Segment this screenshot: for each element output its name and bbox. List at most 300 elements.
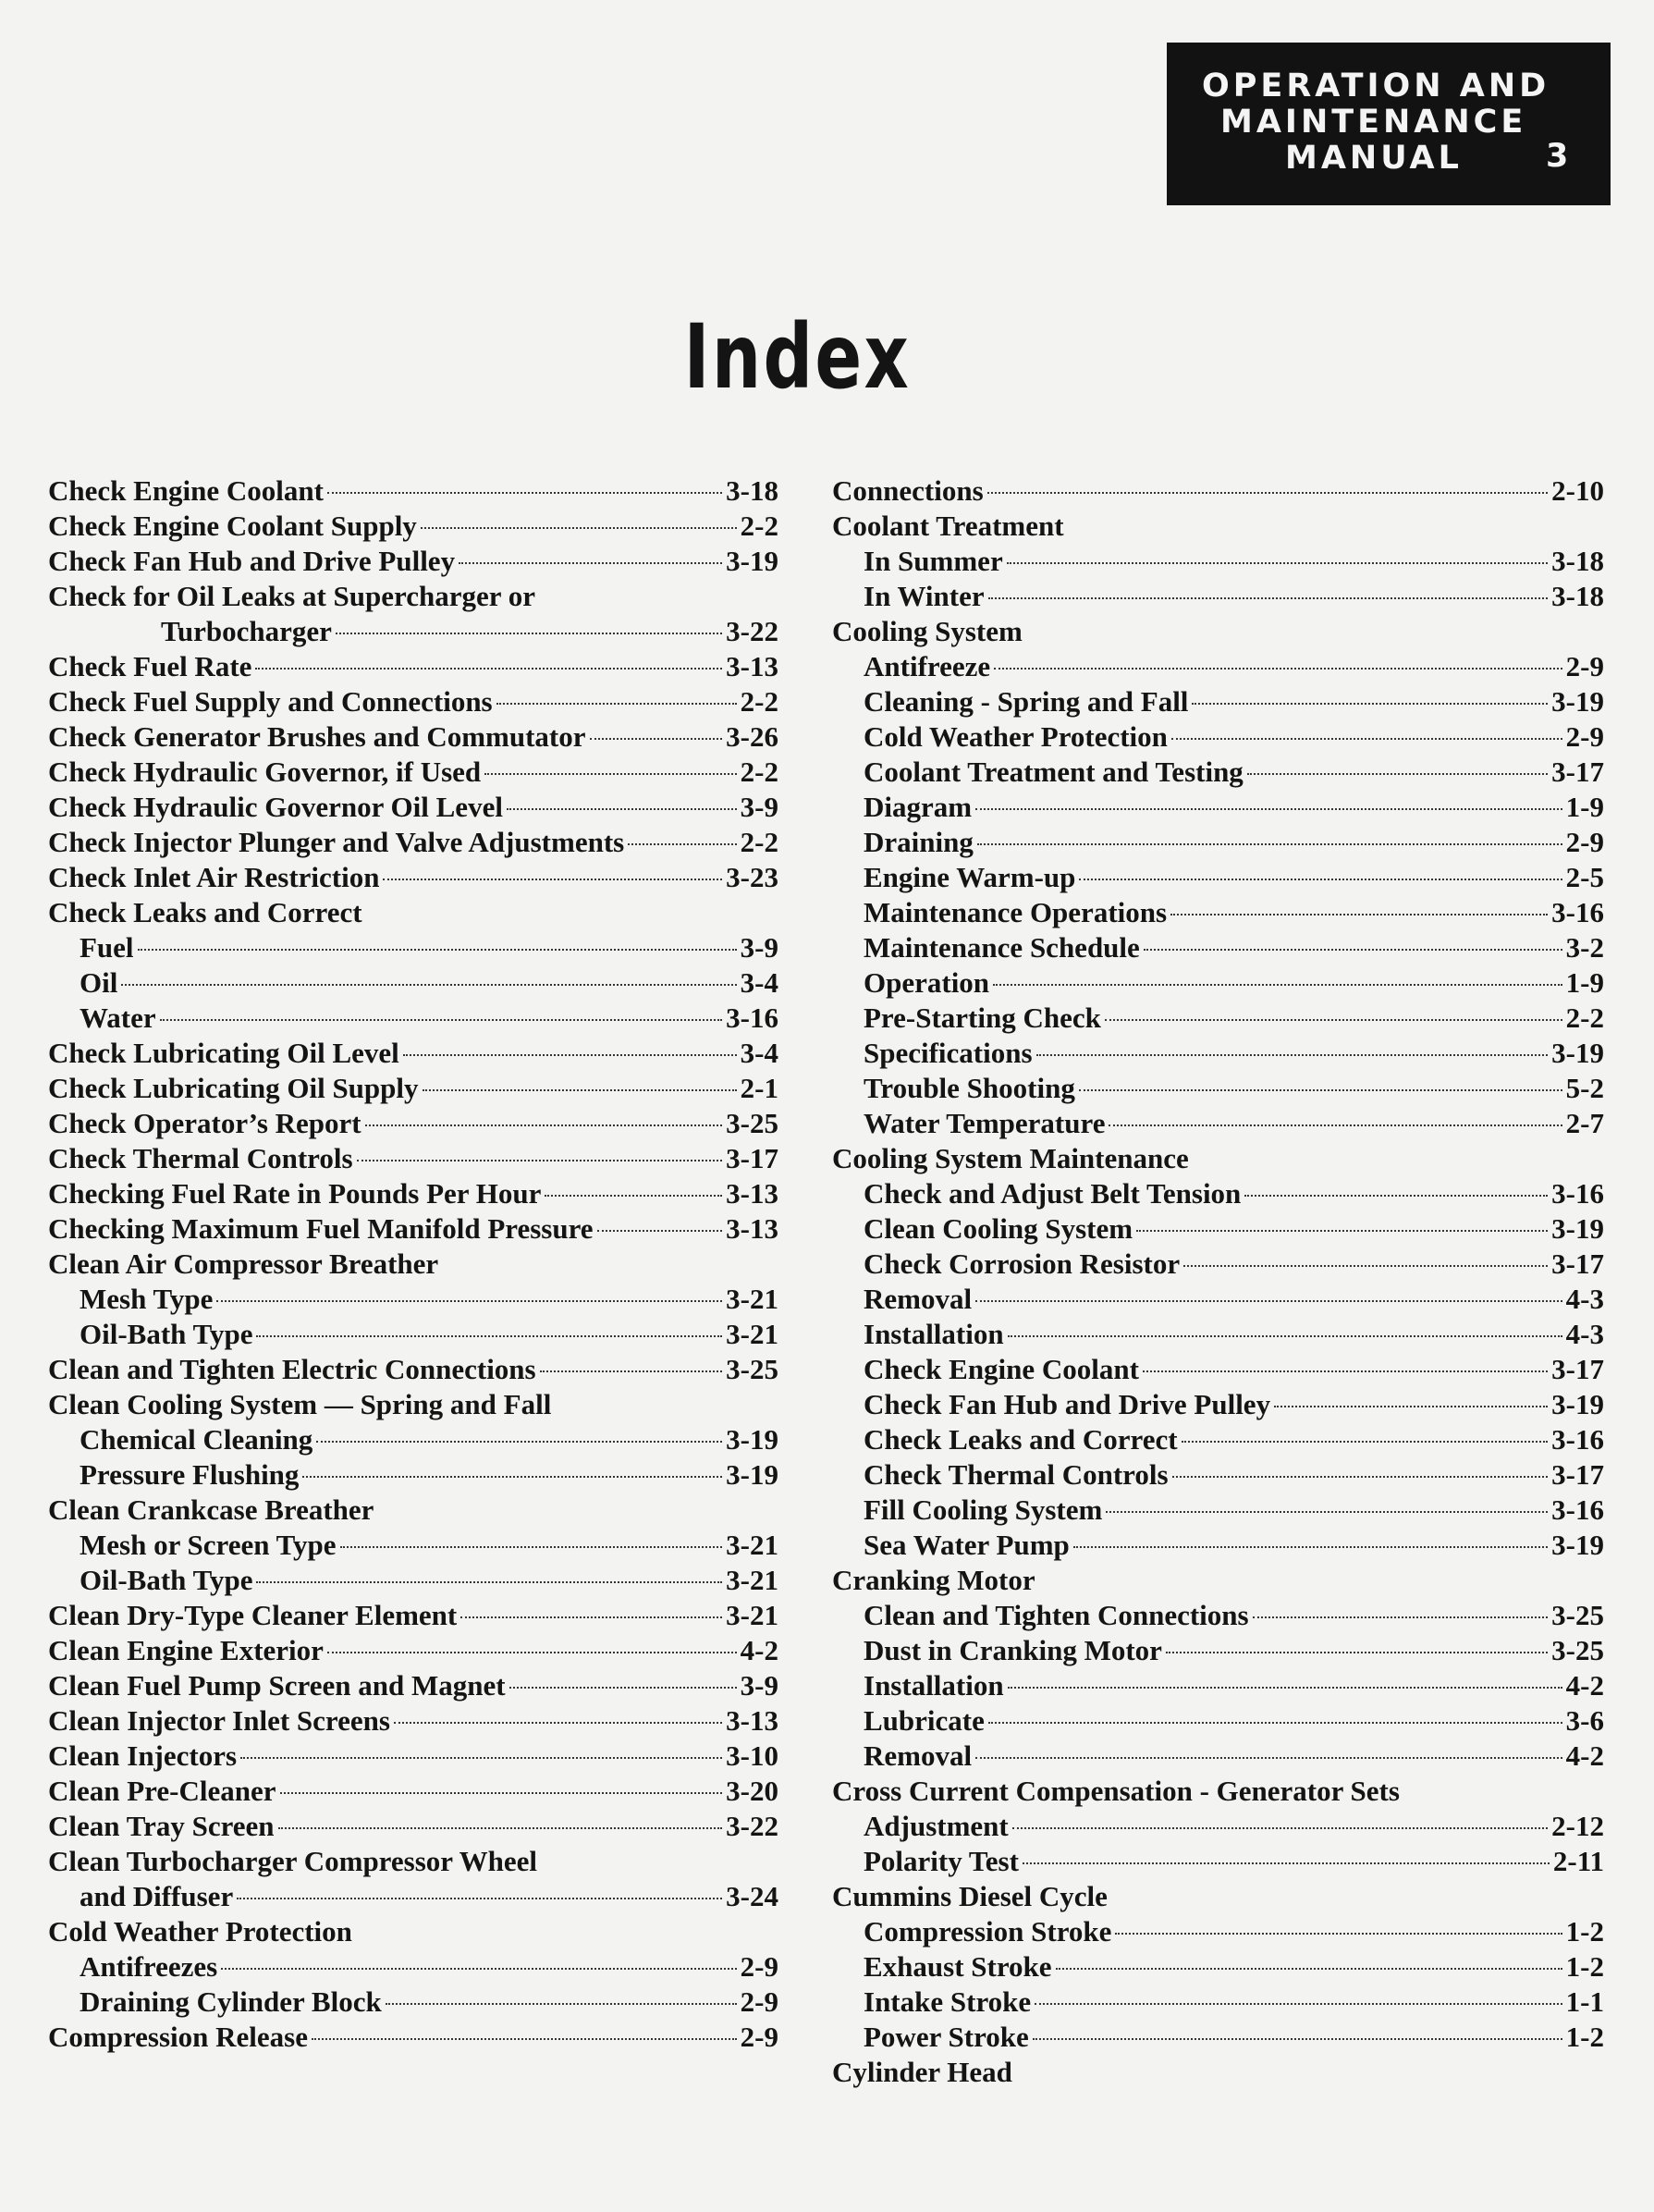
index-entry [832,1774,1604,1809]
dot-leader [312,2038,737,2040]
index-entry-page: 2-2 [740,510,778,542]
index-entry-label: Check Inlet Air Restriction [48,861,380,893]
index-entry-label: Mesh Type [80,1283,214,1315]
index-entry-label: Antifreezes [80,1950,218,1983]
dot-leader [1115,1933,1562,1935]
index-entry-label: Polarity Test [864,1845,1019,1877]
index-entry-label: Cleaning - Spring and Fall [864,685,1189,718]
index-entry-page: 3-17 [726,1142,778,1174]
index-entry-page: 2-9 [740,1950,778,1983]
index-entry-page: 2-2 [740,826,778,858]
index-entry-page: 3-19 [1551,1212,1604,1245]
index-entry-page: 4-3 [1565,1318,1604,1350]
dot-leader [138,949,737,951]
index-entry-page: 1-2 [1565,2021,1604,2053]
index-entry-label: Installation [864,1318,1004,1350]
dot-leader [237,1898,722,1899]
dot-leader [590,738,723,740]
index-entry-page: 3-9 [740,791,778,823]
index-entry [48,1774,778,1809]
index-entry [832,1106,1604,1141]
index-entry-page: 3-21 [726,1564,778,1596]
index-entry [832,1001,1604,1036]
index-entry-label: Clean Crankcase Breather [48,1493,374,1526]
index-entry [48,1317,778,1352]
index-entry [48,790,778,825]
index-entry [832,860,1604,895]
index-entry-label: Exhaust Stroke [864,1950,1052,1983]
index-entry-page: 2-7 [1565,1107,1604,1139]
index-entry [832,1493,1604,1528]
index-entry-label: Clean Fuel Pump Screen and Magnet [48,1669,506,1702]
dot-leader [1008,1687,1562,1689]
index-entry-page: 3-17 [1551,756,1604,788]
dot-leader [975,1300,1562,1302]
index-entry-page: 2-11 [1552,1845,1604,1877]
index-entry [48,1598,778,1633]
index-entry-label: Fill Cooling System [864,1493,1103,1526]
index-entry [832,1739,1604,1774]
index-entry-label: Oil [80,966,118,999]
index-entry [832,1036,1604,1071]
index-entry [48,1739,778,1774]
index-entry [832,1879,1604,1914]
index-entry [832,1985,1604,2020]
index-entry [832,1633,1604,1668]
dot-leader [383,879,722,880]
dot-leader [280,1792,723,1794]
index-entry-label: Engine Warm-up [864,861,1076,893]
index-entry-label: Installation [864,1669,1004,1702]
index-entry-label: Checking Fuel Rate in Pounds Per Hour [48,1177,542,1210]
index-entry [832,790,1604,825]
dot-leader [256,1581,722,1583]
dot-leader [484,773,737,775]
dot-leader [1136,1230,1548,1232]
index-entry [48,755,778,790]
index-entry [832,1844,1604,1879]
index-entry-page: 3-19 [726,1423,778,1456]
dot-leader [1105,1019,1562,1021]
index-entry [48,1493,778,1528]
index-entry-page: 2-2 [1565,1002,1604,1034]
dot-leader [1056,1968,1562,1970]
index-entry [832,614,1604,649]
index-entry [832,1141,1604,1176]
dot-leader [216,1300,722,1302]
index-entry-label: Check and Adjust Belt Tension [864,1177,1242,1210]
index-entry-page: 3-19 [726,545,778,577]
index-entry-label: Check Lubricating Oil Supply [48,1072,419,1104]
index-entry-page: 3-13 [726,1212,778,1245]
index-entry-label: Maintenance Schedule [864,931,1140,964]
index-entry-page: 2-1 [740,1072,778,1104]
dot-leader [316,1441,722,1443]
index-entry [48,1703,778,1739]
dot-leader [496,703,737,705]
index-entry-label: Water Temperature [864,1107,1106,1139]
index-entry [48,895,778,930]
dot-leader [1023,1862,1550,1864]
index-entry [48,860,778,895]
dot-leader [459,562,722,564]
index-entry [48,1457,778,1493]
index-entry [832,649,1604,684]
index-entry-page: 3-13 [726,1177,778,1210]
index-entry-label: Mesh or Screen Type [80,1529,337,1561]
index-entry-label: Cummins Diesel Cycle [832,1880,1108,1912]
index-entry [832,1914,1604,1949]
index-entry [48,1036,778,1071]
index-entry [48,1844,778,1879]
index-entry-label: Check Leaks and Correct [48,896,362,928]
dot-leader [1274,1406,1548,1407]
index-entry-label: Connections [832,474,984,507]
index-entry [48,473,778,509]
index-entry-label: Check Thermal Controls [48,1142,353,1174]
index-entry-label: Check Fuel Rate [48,650,252,682]
index-column-right [832,473,1604,2090]
index-entry-page: 3-21 [726,1529,778,1561]
index-entry-label: Draining [864,826,974,858]
dot-leader [1247,773,1548,775]
index-entry-label: Clean Tray Screen [48,1810,275,1842]
index-entry [832,1282,1604,1317]
index-entry-label: Check Lubricating Oil Level [48,1037,399,1069]
index-entry [832,895,1604,930]
index-entry-page: 3-19 [1551,1388,1604,1420]
index-entry-label: Cylinder Head [832,2056,1012,2088]
index-entry-label: Cooling System Maintenance [832,1142,1189,1174]
index-entry-label: Clean and Tighten Connections [864,1599,1249,1631]
dot-leader [1079,1089,1562,1091]
index-entry-label: Specifications [864,1037,1033,1069]
index-entry-label: Clean Engine Exterior [48,1634,324,1666]
index-entry-label: Check Thermal Controls [864,1458,1169,1491]
index-entry [48,1176,778,1211]
dot-leader [975,1757,1562,1759]
index-entry-page: 2-9 [740,2021,778,2053]
dot-leader [327,1652,737,1653]
index-entry-page: 3-20 [726,1775,778,1807]
index-entry-page: 3-19 [726,1458,778,1491]
dot-leader [994,668,1562,670]
dot-leader [403,1054,737,1056]
dot-leader [1172,1476,1549,1478]
index-entry [832,930,1604,965]
dot-leader [628,843,736,845]
index-entry [48,1809,778,1844]
index-entry-label: Check Hydraulic Governor, if Used [48,756,482,788]
index-entry-label: Intake Stroke [864,1985,1032,2018]
index-entry [48,649,778,684]
index-entry [48,1422,778,1457]
manual-header-box [1167,43,1611,205]
dot-leader [1144,949,1562,951]
index-entry [832,1809,1604,1844]
index-entry-label: Clean and Tighten Electric Connections [48,1353,536,1385]
dot-leader [1253,1616,1549,1618]
index-entry-label: Check Engine Coolant [48,474,324,507]
index-entry-label: Cold Weather Protection [864,720,1168,753]
index-column-left [48,473,778,2055]
index-entry [832,1387,1604,1422]
index-entry-page: 1-2 [1565,1915,1604,1948]
index-entry-page: 3-6 [1565,1704,1604,1737]
index-entry-page: 3-24 [726,1880,778,1912]
index-entry-page: 3-17 [1551,1458,1604,1491]
index-entry [832,1949,1604,1985]
index-entry-label: Clean Turbocharger Compressor Wheel [48,1845,538,1877]
index-entry-page: 1-2 [1565,1950,1604,1983]
dot-leader [256,1335,722,1337]
dot-leader [1166,1652,1548,1653]
index-entry [832,1211,1604,1247]
index-entry [832,1317,1604,1352]
index-entry-label: Check Injector Plunger and Valve Adjustments [48,826,625,858]
index-entry-page: 2-9 [1565,650,1604,682]
index-entry-page: 3-4 [740,1037,778,1069]
dot-leader [988,1722,1562,1724]
index-entry-label: Check Hydraulic Governor Oil Level [48,791,503,823]
index-entry [832,1352,1604,1387]
index-entry-page: 2-2 [740,756,778,788]
index-entry-page: 3-10 [726,1739,778,1772]
dot-leader [357,1160,723,1161]
index-entry-label: Pressure Flushing [80,1458,300,1491]
index-entry-label: Adjustment [864,1810,1009,1842]
index-entry-page: 1-1 [1565,1985,1604,2018]
index-entry-page: 3-17 [1551,1247,1604,1280]
index-entry [48,1563,778,1598]
index-entry-page: 3-21 [726,1283,778,1315]
dot-leader [336,633,722,634]
index-entry [832,509,1604,544]
index-entry [832,1598,1604,1633]
index-entry-page: 2-2 [740,685,778,718]
dot-leader [1079,879,1562,880]
index-entry-page: 3-2 [1565,931,1604,964]
index-entry-label: Clean Injectors [48,1739,238,1772]
dot-leader [1033,2038,1562,2040]
index-entry-label: Check Leaks and Correct [864,1423,1178,1456]
dot-leader [1143,1370,1548,1372]
index-entry-label: Cross Current Compensation - Generator Sets [832,1775,1400,1807]
index-entry [48,1985,778,2020]
dot-leader [1183,1265,1548,1267]
dot-leader [977,843,1562,845]
index-entry [48,544,778,579]
index-entry [832,965,1604,1001]
index-entry-page: 4-2 [1565,1669,1604,1702]
index-entry [48,1352,778,1387]
index-entry-label: Antifreeze [864,650,991,682]
index-entry [832,1247,1604,1282]
index-entry-page: 2-9 [1565,720,1604,753]
index-entry [48,1247,778,1282]
index-entry-page: 2-5 [1565,861,1604,893]
index-entry [48,825,778,860]
index-entry-label: Check Corrosion Resistor [864,1247,1181,1280]
index-entry-label: Clean Injector Inlet Screens [48,1704,390,1737]
index-entry-label: Compression Release [48,2021,308,2053]
dot-leader [1036,1054,1549,1056]
index-entry-page: 3-25 [1551,1634,1604,1666]
index-entry [832,1703,1604,1739]
index-entry-label: Dust in Cranking Motor [864,1634,1162,1666]
index-entry-page: 3-18 [726,474,778,507]
index-entry-page: 3-9 [740,1669,778,1702]
index-entry [48,719,778,755]
index-entry-page: 3-22 [726,1810,778,1842]
index-entry-page: 3-22 [726,615,778,647]
index-entry [48,1282,778,1317]
index-entry-label: Pre-Starting Check [864,1002,1101,1034]
dot-leader [987,492,1549,494]
index-entry-label: Removal [864,1283,973,1315]
index-entry-label: Check Fan Hub and Drive Pulley [48,545,456,577]
index-entry-page: 3-25 [726,1353,778,1385]
index-entry-page: 5-2 [1565,1072,1604,1104]
index-entry-page: 3-17 [1551,1353,1604,1385]
index-entry [832,719,1604,755]
index-entry-label: Oil-Bath Type [80,1564,253,1596]
index-entry-label: Checking Maximum Fuel Manifold Pressure [48,1212,594,1245]
index-entry-page: 3-16 [1551,1493,1604,1526]
index-entry-label: Check for Oil Leaks at Supercharger or [48,580,535,612]
dot-leader [1171,738,1562,740]
index-entry [48,614,778,649]
index-entry [832,544,1604,579]
dot-leader [993,984,1562,986]
index-entry-page: 3-16 [1551,1177,1604,1210]
index-entry-label: Clean Pre-Cleaner [48,1775,276,1807]
index-entry-label: Check Operator’s Report [48,1107,361,1139]
index-entry-label: Cooling System [832,615,1023,647]
index-entry-page: 1-9 [1565,966,1604,999]
index-entry [48,1071,778,1106]
index-entry [832,2055,1604,2090]
index-entry [832,1422,1604,1457]
dot-leader [340,1546,723,1548]
header-line-1: OPERATION AND [1202,68,1550,104]
index-entry-page: 3-13 [726,650,778,682]
index-entry-label: Clean Air Compressor Breather [48,1247,439,1280]
dot-leader [327,492,722,494]
index-entry [832,1457,1604,1493]
index-entry-label: Clean Dry-Type Cleaner Element [48,1599,458,1631]
index-entry-label: In Summer [864,545,1003,577]
dot-leader [1007,562,1548,564]
dot-leader [302,1476,722,1478]
index-entry [832,473,1604,509]
index-entry-label: Draining Cylinder Block [80,1985,382,2018]
dot-leader [545,1195,722,1197]
dot-leader [1170,914,1548,916]
index-entry-page: 2-9 [1565,826,1604,858]
index-entry-label: Lubricate [864,1704,985,1737]
index-entry-label: Sea Water Pump [864,1529,1070,1561]
index-entry-page: 3-18 [1551,545,1604,577]
index-entry [48,1141,778,1176]
dot-leader [365,1124,723,1126]
dot-leader [421,527,737,529]
index-entry-label: Operation [864,966,990,999]
index-entry-label: Coolant Treatment and Testing [864,756,1244,788]
dot-leader [540,1370,723,1372]
index-entry-label: Chemical Cleaning [80,1423,313,1456]
index-entry-page: 3-16 [726,1002,778,1034]
index-entry-label: Check Engine Coolant Supply [48,510,417,542]
dot-leader [160,1019,723,1021]
dot-leader [386,2003,737,2005]
index-entry-page: 2-10 [1551,474,1604,507]
index-entry [832,755,1604,790]
index-entry [48,965,778,1001]
dot-leader [278,1827,723,1829]
dot-leader [240,1757,722,1759]
dot-leader [221,1968,736,1970]
index-entry-label: In Winter [864,580,985,612]
index-entry-page: 3-13 [726,1704,778,1737]
index-entry [48,1211,778,1247]
dot-leader [460,1616,722,1618]
index-entry-page: 2-12 [1551,1810,1604,1842]
dot-leader [394,1722,722,1724]
dot-leader [975,808,1562,810]
index-entry [48,1106,778,1141]
dot-leader [507,808,737,810]
index-entry-page: 3-19 [1551,1529,1604,1561]
index-entry [832,684,1604,719]
index-entry [48,2020,778,2055]
header-line-3: MANUAL [1285,140,1463,177]
index-entry [832,1176,1604,1211]
index-entry-label: Check Engine Coolant [864,1353,1139,1385]
index-entry-label: Coolant Treatment [832,510,1064,542]
index-entry-page: 3-16 [1551,1423,1604,1456]
index-entry-label: Water [80,1002,156,1034]
index-entry-page: 3-18 [1551,580,1604,612]
index-entry-page: 3-19 [1551,1037,1604,1069]
index-entry-label: Check Generator Brushes and Commutator [48,720,586,753]
index-entry [48,1001,778,1036]
dot-leader [1109,1124,1562,1126]
index-entry [48,1387,778,1422]
index-entry-label: Cold Weather Protection [48,1915,352,1948]
dot-leader [509,1687,737,1689]
dot-leader [1192,703,1548,705]
dot-leader [1012,1827,1548,1829]
index-entry-label: Power Stroke [864,2021,1029,2053]
index-entry-page: 3-19 [1551,685,1604,718]
index-entry-page: 3-9 [740,931,778,964]
index-entry [48,1668,778,1703]
index-entry [832,1563,1604,1598]
index-entry [832,825,1604,860]
index-entry-page: 3-23 [726,861,778,893]
index-entry-page: 1-9 [1565,791,1604,823]
index-entry [48,1879,778,1914]
index-entry-label: Check Fuel Supply and Connections [48,685,493,718]
index-entry-page: 3-16 [1551,896,1604,928]
index-entry-label: Check Fan Hub and Drive Pulley [864,1388,1271,1420]
dot-leader [121,984,736,986]
index-entry-label: Oil-Bath Type [80,1318,253,1350]
index-entry [832,2020,1604,2055]
index-entry-page: 4-2 [740,1634,778,1666]
index-entry [832,1528,1604,1563]
